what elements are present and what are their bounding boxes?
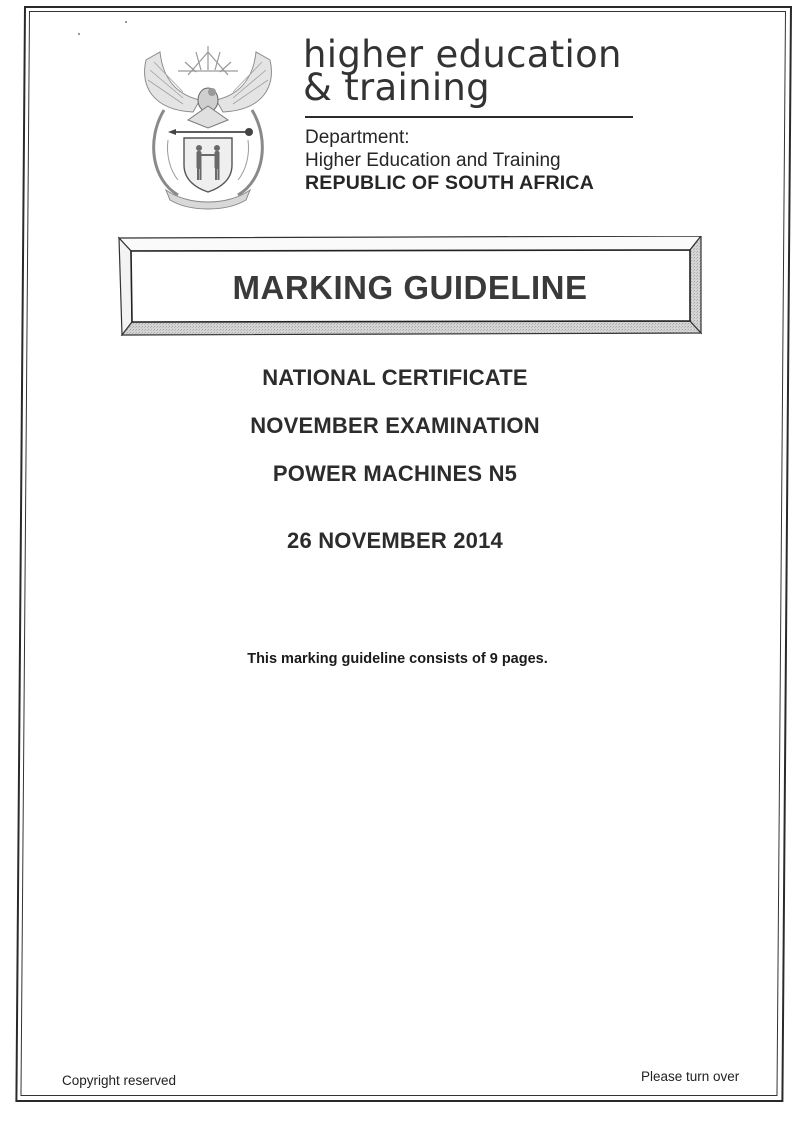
brand-divider (305, 116, 633, 118)
exam-session: NOVEMBER EXAMINATION (250, 413, 540, 438)
subject-name: POWER MACHINES N5 (272, 461, 518, 486)
coat-of-arms-icon (138, 40, 278, 210)
department-brand (303, 33, 622, 109)
department-block (305, 126, 594, 195)
page-count-note: This marking guideline consists of 9 pages. (247, 651, 548, 667)
scan-speck (78, 33, 80, 35)
document-title: MARKING GUIDELINE (232, 269, 588, 306)
copyright-notice: Copyright reserved (62, 1073, 177, 1088)
exam-date: 26 NOVEMBER 2014 (287, 528, 503, 553)
department-name: Higher Education and Training (305, 150, 561, 171)
brand-line-2: & training (303, 66, 490, 109)
brand-line-1: higher education (303, 33, 622, 76)
scan-speck (125, 21, 127, 23)
title-box (118, 236, 702, 336)
certificate-type: NATIONAL CERTIFICATE (262, 365, 528, 390)
department-label: Department: (305, 127, 410, 148)
turn-over-note: Please turn over (641, 1069, 740, 1084)
country-name: REPUBLIC OF SOUTH AFRICA (305, 172, 594, 194)
